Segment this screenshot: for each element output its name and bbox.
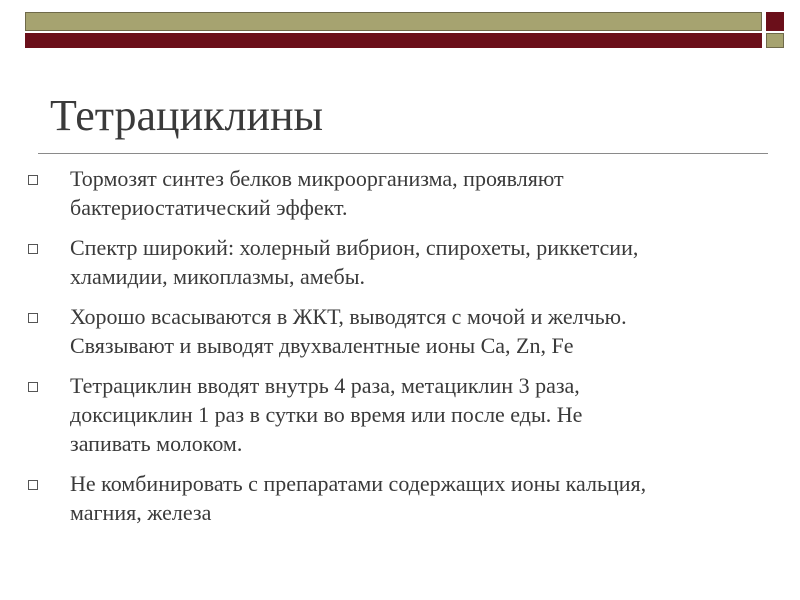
bullet-text-line: бактериостатический эффект. — [70, 195, 348, 220]
header-square-red — [766, 12, 784, 31]
header-band-red — [25, 33, 762, 48]
bullet-item — [24, 164, 776, 222]
bullet-text-line: Хорошо всасываются в ЖКТ, выводятся с мочой и желчью. — [70, 304, 627, 329]
bullet-text-line: Не комбинировать с препаратами содержащих ионы кальция, — [70, 471, 647, 496]
square-bullet-icon — [28, 175, 38, 185]
header-band-olive — [25, 12, 762, 31]
bullet-text-line: Связывают и выводят двухвалентные ионы Ca, Zn, Fe — [70, 333, 574, 358]
bullet-text-line: хламидии, микоплазмы, амебы. — [70, 264, 365, 289]
bullet-item — [24, 469, 776, 527]
bullet-text-line: доксициклин 1 раз в сутки во время или после еды. Не — [70, 402, 583, 427]
bullet-item — [24, 371, 776, 458]
slide-title: Тетрациклины — [50, 91, 324, 140]
bullet-text-line: Тетрациклин вводят внутрь 4 раза, метациклин 3 раза, — [70, 373, 580, 398]
bullet-text-line: Спектр широкий: холерный вибрион, спирохеты, риккетсии, — [70, 235, 639, 260]
header-square-olive — [766, 33, 784, 48]
bullet-text-line: Тормозят синтез белков микроорганизма, проявляют — [70, 166, 564, 191]
bullet-list — [24, 164, 776, 538]
bullet-text-line: магния, железа — [70, 500, 212, 525]
title-underline — [38, 153, 768, 154]
square-bullet-icon — [28, 244, 38, 254]
square-bullet-icon — [28, 382, 38, 392]
bullet-item — [24, 302, 776, 360]
square-bullet-icon — [28, 313, 38, 323]
bullet-text-line: запивать молоком. — [70, 431, 243, 456]
square-bullet-icon — [28, 480, 38, 490]
bullet-item — [24, 233, 776, 291]
